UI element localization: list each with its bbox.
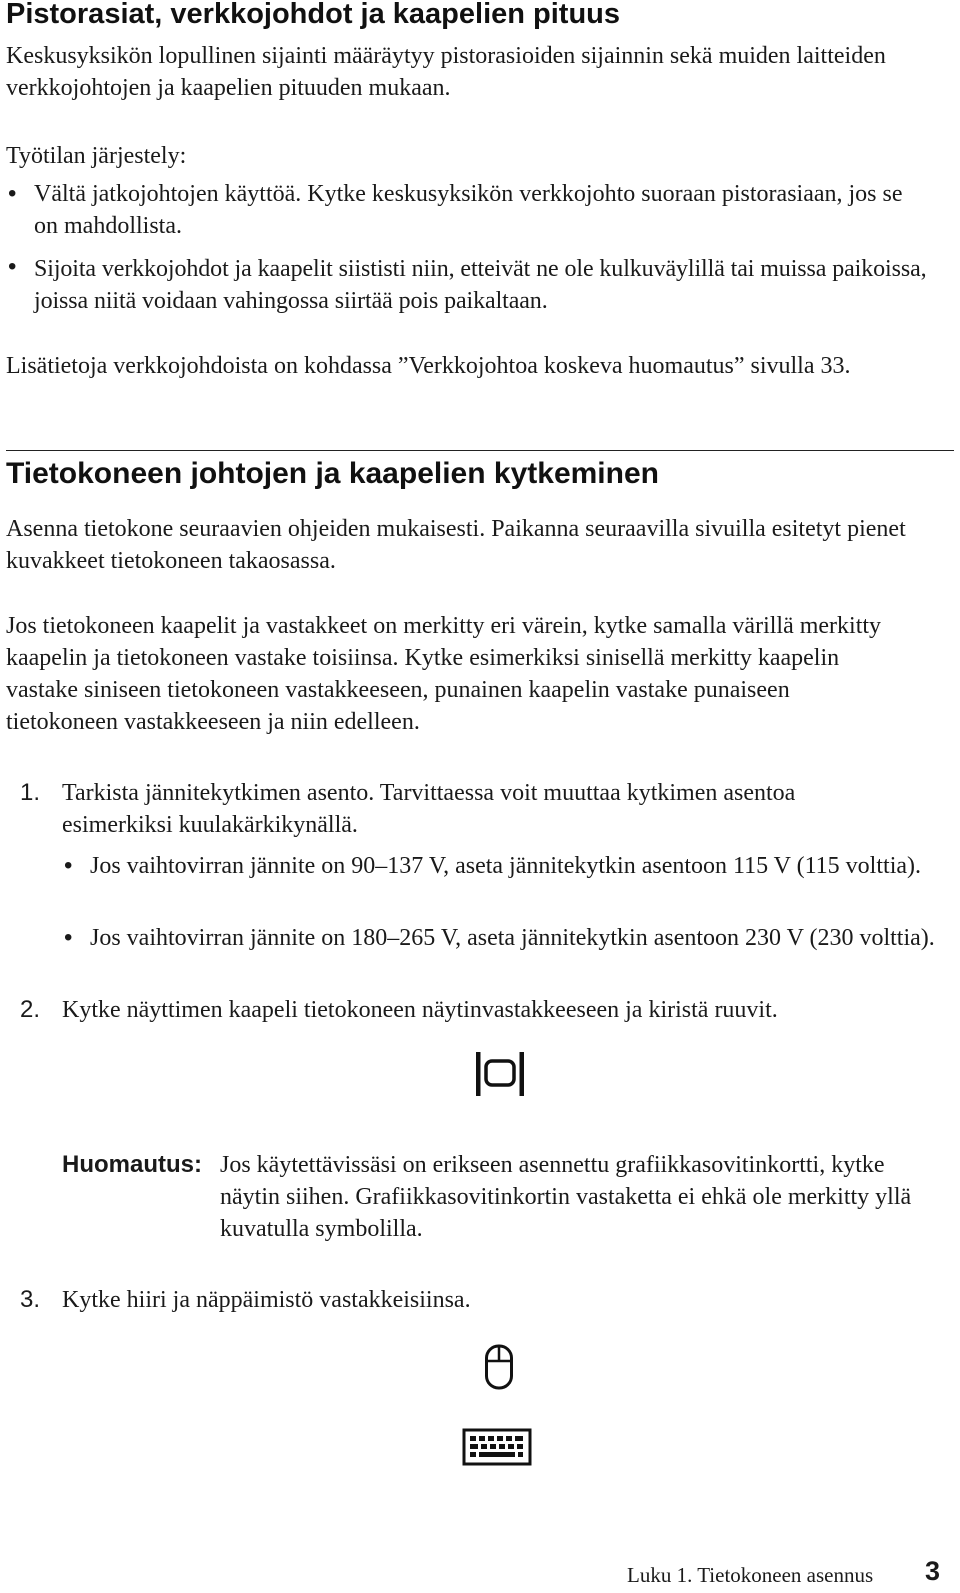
color-coding-note: Jos tietokoneen kaapelit ja vastakkeet on merkitty eri värein, kytke samalla värillä merkitty kaapelin ja tietokoneen vastake toisiinsa. Kytke esimerkiksi sinisellä merkitty kaapelin vastake siniseen tietokoneen vastakkeeseen, punainen kaapelin vastake punaiseen tietokoneen vastakkeeseen ja niin edelleen. bbox=[6, 613, 882, 735]
keyboard-icon bbox=[462, 1428, 532, 1466]
monitor-icon bbox=[474, 1050, 526, 1098]
bullet-marker: • bbox=[8, 253, 17, 280]
bullet-marker: • bbox=[8, 180, 17, 207]
note-text: Jos käytettävissäsi on erikseen asennettu grafiikkasovitinkortti, kytke näytin siihen. Grafiikkasovitinkortin vastaketta ei ehkä ole merkitty yllä kuvatulla symbolilla. bbox=[220, 1152, 912, 1242]
step-number: 1. bbox=[20, 779, 41, 806]
sub-bullet-item: Jos vaihtovirran jännite on 90–137 V, aseta jännitekytkin asentoon 115 V (115 volttia). bbox=[90, 853, 921, 879]
mouse-icon bbox=[484, 1342, 514, 1392]
sub-bullet-marker: • bbox=[64, 924, 73, 951]
workspace-label: Työtilan järjestely: bbox=[6, 143, 187, 169]
sub-bullet-marker: • bbox=[64, 852, 73, 879]
note-label: Huomautus: bbox=[62, 1151, 202, 1178]
step-text: Kytke hiiri ja näppäimistö vastakkeisiinsa. bbox=[62, 1287, 471, 1313]
section-heading-cables: Tietokoneen johtojen ja kaapelien kytkeminen bbox=[6, 457, 659, 490]
sub-bullet-item: Jos vaihtovirran jännite on 180–265 V, aseta jännitekytkin asentoon 230 V (230 volttia). bbox=[90, 925, 935, 951]
footer-chapter: Luku 1. Tietokoneen asennus bbox=[627, 1563, 874, 1587]
page-number: 3 bbox=[925, 1556, 941, 1586]
section-divider bbox=[6, 450, 954, 451]
more-info-text: Lisätietoja verkkojohdoista on kohdassa ”Verkkojohtoa koskeva huomautus” sivulla 33. bbox=[6, 353, 851, 379]
step-text: Kytke näyttimen kaapeli tietokoneen näytinvastakkeeseen ja kiristä ruuvit. bbox=[62, 997, 778, 1023]
step-number: 2. bbox=[20, 996, 41, 1023]
bullet-item: Vältä jatkojohtojen käyttöä. Kytke keskusyksikön verkkojohto suoraan pistorasiaan, jos se on mahdollista. bbox=[34, 181, 903, 239]
section-intro: Asenna tietokone seuraavien ohjeiden mukaisesti. Paikanna seuraavilla sivuilla esitetyt pienet kuvakkeet tietokoneen takaosassa. bbox=[6, 516, 906, 574]
section-heading-outlets: Pistorasiat, verkkojohdot ja kaapelien pituus bbox=[6, 0, 621, 30]
step-text: Tarkista jännitekytkimen asento. Tarvittaessa voit muuttaa kytkimen asentoa esimerkiksi kuulakärkikynällä. bbox=[62, 780, 796, 838]
section-intro: Keskusyksikön lopullinen sijainti määräytyy pistorasioiden sijainnin sekä muiden laitteiden verkkojohtojen ja kaapelien pituuden mukaan. bbox=[6, 43, 886, 101]
bullet-item: Sijoita verkkojohdot ja kaapelit siististi niin, etteivät ne ole kulkuväylillä tai muissa paikoissa, joissa niitä voidaan vahingossa siirtää pois paikaltaan. bbox=[34, 256, 927, 314]
step-number: 3. bbox=[20, 1286, 41, 1313]
